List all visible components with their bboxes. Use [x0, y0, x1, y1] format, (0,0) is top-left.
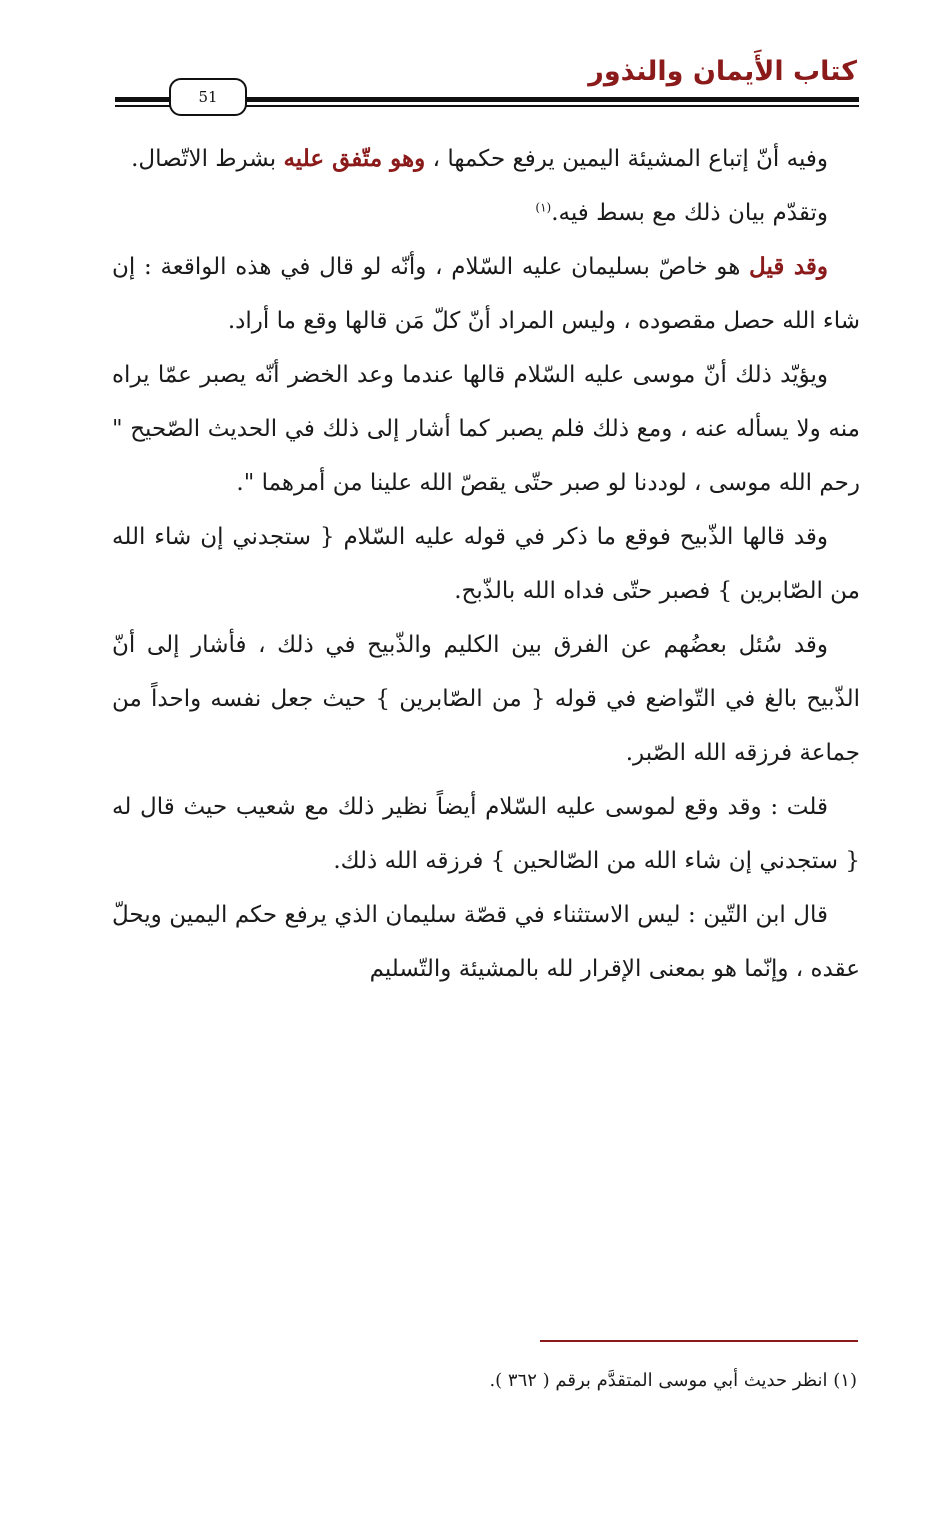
- paragraph: [112, 888, 860, 996]
- footnote: (١) انظر حديث أبي موسى المتقدَّم برقم ( ٣٦٢ ).: [489, 1370, 857, 1391]
- paragraph: [112, 186, 860, 240]
- paragraph-text: وقد سُئل بعضُهم عن الفرق بين الكليم والذّبيح في ذلك ، فأشار إلى أنّ الذّبيح بالغ في التّواضع في قوله { من الصّابرين } حيث جعل نفسه واحداً من جماعة فرزقه الله الصّبر.: [112, 632, 860, 766]
- highlighted-phrase: وهو متّفق عليه: [283, 145, 426, 172]
- paragraph-text: وتقدّم بيان ذلك مع بسط فيه.: [551, 200, 828, 226]
- paragraph-text: قال ابن التّين : ليس الاستثناء في قصّة سليمان الذي يرفع حكم اليمين ويحلّ عقده ، وإنّما هو بمعنى الإقرار لله بالمشيئة والتّسليم: [112, 902, 860, 982]
- paragraph-text: ويؤيّد ذلك أنّ موسى عليه السّلام قالها عندما وعد الخضر أنّه يصبر عمّا يراه منه ولا يسأله عنه ، ومع ذلك فلم يصبر كما أشار إلى ذلك في الحديث الصّحيح " رحم الله موسى ، لوددنا لو صبر حتّى يقصّ الله علينا من أمرهما ".: [112, 362, 860, 496]
- paragraph-text: وفيه أنّ إتباع المشيئة اليمين يرفع حكمها ،: [425, 146, 828, 172]
- paragraph-text: قلت : وقد وقع لموسى عليه السّلام أيضاً نظير ذلك مع شعيب حيث قال له { ستجدني إن شاء الله من الصّالحين } فرزقه الله ذلك.: [112, 794, 860, 874]
- highlighted-phrase: وقد قيل: [749, 253, 828, 280]
- paragraph: [112, 132, 860, 186]
- paragraph-text: هو خاصّ بسليمان عليه السّلام ، وأنّه لو قال في هذه الواقعة : إن شاء الله حصل مقصوده ، وليس المراد أنّ كلّ مَن قالها وقع ما أراد.: [112, 254, 860, 334]
- paragraph-text: بشرط الاتّصال.: [131, 146, 284, 172]
- paragraph: [112, 348, 860, 510]
- paragraph: [112, 780, 860, 888]
- paragraph-text: وقد قالها الذّبيح فوقع ما ذكر في قوله عليه السّلام { ستجدني إن شاء الله من الصّابرين } فصبر حتّى فداه الله بالذّبح.: [112, 524, 860, 604]
- paragraph: [112, 510, 860, 618]
- footnote-marker[interactable]: (١): [535, 200, 552, 215]
- book-title: كتاب الأَيمان والنذور: [588, 56, 857, 87]
- main-text: [112, 132, 860, 996]
- footnote-separator: [540, 1340, 858, 1342]
- paragraph: [112, 618, 860, 780]
- paragraph: [112, 240, 860, 348]
- page-number: 51: [169, 78, 247, 116]
